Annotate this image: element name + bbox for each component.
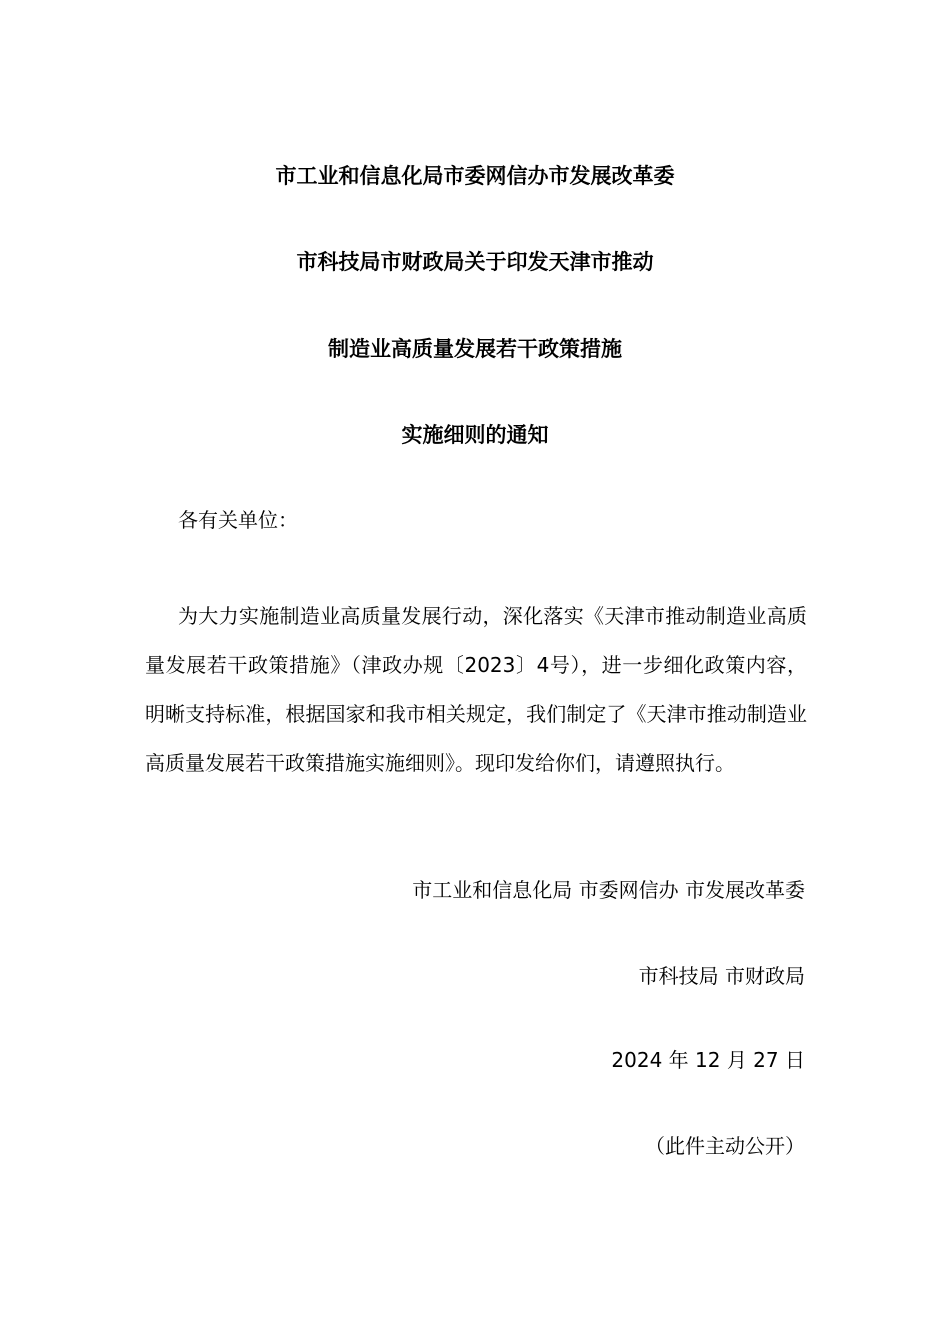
body-paragraph: 为大力实施制造业高质量发展行动，深化落实《天津市推动制造业高质量发展若干政策措施》（津政办规〔2023〕4号），进一步细化政策内容，明晰支持标准，根据国家和我市相关规定，我们制定了《天津市推动制造业高质量发展若干政策措施实施细则》。现印发给你们，请遵照执行。 bbox=[145, 604, 807, 775]
document-title-line-1: 市工业和信息化局市委网信办市发展改革委 bbox=[275, 164, 675, 188]
document-title-line-2: 市科技局市财政局关于印发天津市推动 bbox=[296, 250, 654, 274]
signature-date: 2024 年 12 月 27 日 bbox=[611, 1048, 805, 1072]
signature-issuers-line-1: 市工业和信息化局 市委网信办 市发展改革委 bbox=[412, 878, 805, 902]
signature-issuers-line-2: 市科技局 市财政局 bbox=[638, 964, 805, 988]
document-title-line-3: 制造业高质量发展若干政策措施 bbox=[328, 337, 622, 361]
document-title-line-4: 实施细则的通知 bbox=[401, 423, 549, 447]
publication-note: （此件主动公开） bbox=[645, 1134, 805, 1158]
salutation: 各有关单位： bbox=[178, 508, 298, 532]
